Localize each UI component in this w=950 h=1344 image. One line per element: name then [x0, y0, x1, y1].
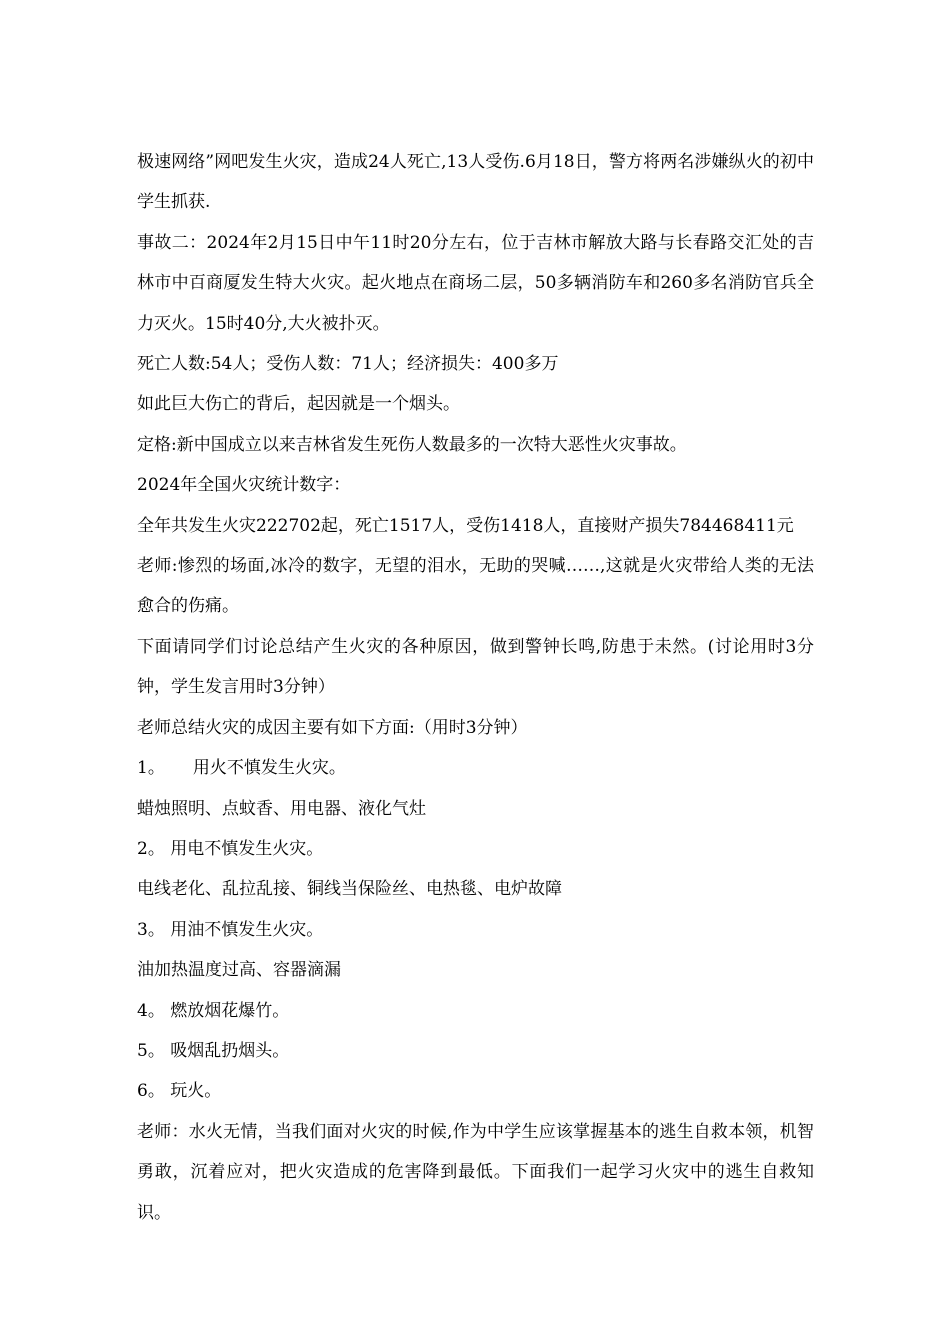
list-item-detail-2: 电线老化、乱拉乱接、铜线当保险丝、电热毯、电炉故障 [137, 879, 562, 900]
list-number: 2。 [137, 838, 165, 859]
list-number: 6。 [137, 1081, 165, 1102]
list-title: 燃放烟花爆竹。 [170, 1000, 290, 1021]
list-item-cause-6 [137, 1071, 814, 1111]
list-item-detail-3: 油加热温度过高、容器滴漏 [137, 960, 341, 981]
list-item-cause-3 [137, 910, 814, 950]
list-number: 4。 [137, 1000, 165, 1021]
list-title: 用油不慎发生火灾。 [170, 919, 324, 940]
list-item-detail-1: 蜡烛照明、点蚊香、用电器、液化气灶 [137, 798, 426, 819]
paragraph-statistics: 全年共发生火灾222702起，死亡1517人，受伤1418人，直接财产损失784468411元 [137, 515, 794, 536]
paragraph-definition: 定格:新中国成立以来吉林省发生死伤人数最多的一次特大恶性火灾事故。 [137, 434, 687, 455]
list-number: 1。 [137, 758, 165, 779]
list-item-cause-5 [137, 1031, 814, 1071]
document-body [137, 142, 814, 1233]
paragraph-incident-one-end: 极速网络”网吧发生火灾，造成24人死亡,13人受伤.6月18日，警方将两名涉嫌纵火的初中学生抓获. [137, 152, 814, 213]
list-item-cause-4 [137, 991, 814, 1031]
paragraph-teacher-remark: 老师:惨烈的场面,冰冷的数字，无望的泪水，无助的哭喊……,这就是火灾带给人类的无法愈合的伤痛。 [137, 556, 814, 617]
paragraph-discussion: 下面请同学们讨论总结产生火灾的各种原因，做到警钟长鸣,防患于未然。(讨论用时3分钟，学生发言用时3分钟） [137, 636, 814, 698]
list-number: 3。 [137, 919, 165, 940]
list-item-cause-2 [137, 829, 814, 869]
list-title: 用电不慎发生火灾。 [170, 838, 324, 859]
paragraph-closing: 老师：水火无情，当我们面对火灾的时候,作为中学生应该掌握基本的逃生自救本领，机智勇敢，沉着应对，把火灾造成的危害降到最低。下面我们一起学习火灾中的逃生自救知识。 [137, 1121, 814, 1223]
list-item-cause-1 [137, 748, 814, 788]
paragraph-summary-intro: 老师总结火灾的成因主要有如下方面:（用时3分钟） [137, 717, 528, 738]
list-title: 玩火。 [170, 1081, 222, 1102]
paragraph-casualties: 死亡人数:54人；受伤人数：71人；经济损失：400多万 [137, 354, 559, 375]
paragraph-cause-cigarette: 如此巨大伤亡的背后，起因就是一个烟头。 [137, 394, 460, 415]
list-title: 吸烟乱扔烟头。 [170, 1040, 290, 1061]
paragraph-statistics-heading: 2024年全国火灾统计数字： [137, 475, 351, 496]
list-title: 用火不慎发生火灾。 [192, 758, 346, 779]
list-number: 5。 [137, 1040, 165, 1061]
paragraph-incident-two: 事故二：2024年2月15日中午11时20分左右，位于吉林市解放大路与长春路交汇处的吉林市中百商厦发生特大火灾。起火地点在商场二层，50多辆消防车和260多名消防官兵全力灭火。15时40分,大火被扑灭。 [137, 232, 814, 334]
